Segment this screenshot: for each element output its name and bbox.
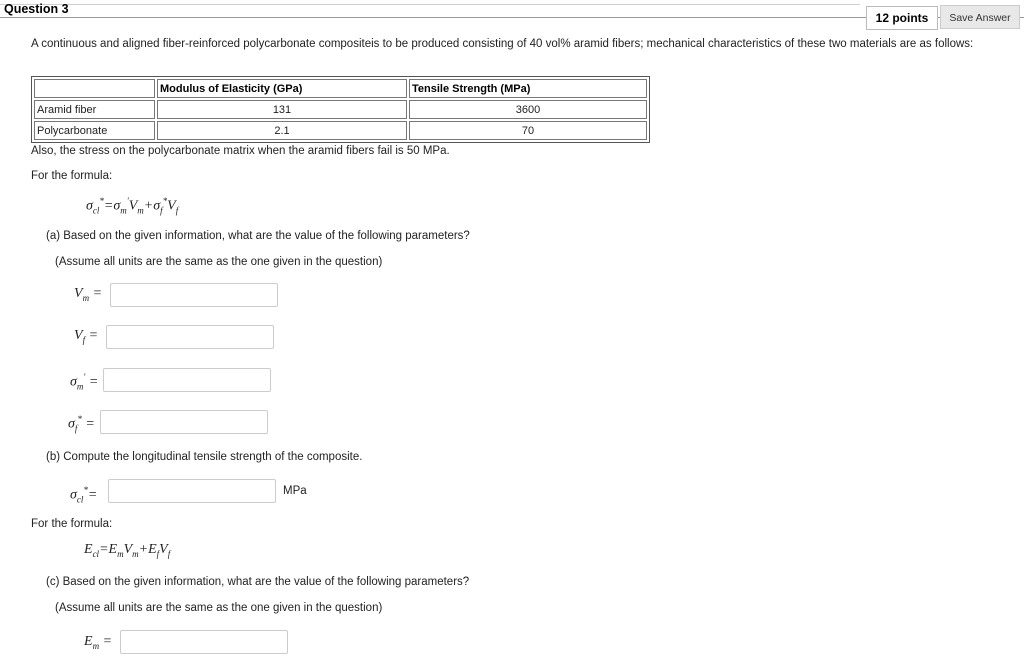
table-header-cell: Tensile Strength (MPa)	[409, 79, 647, 98]
table-header-row	[34, 79, 647, 98]
vf-label: $V_f$ =	[74, 328, 99, 345]
sigma-m-input[interactable]	[103, 368, 271, 392]
question-title: Question 3	[4, 2, 69, 16]
points-badge: 12 points	[866, 6, 938, 30]
table-cell: 131	[157, 100, 407, 119]
question-intro: A continuous and aligned fiber-reinforced polycarbonate compositeis to be produced consisting of 40 vol% aramid fibers; mechanical characteristics of these two materials are as follows:	[31, 38, 974, 50]
table-header-cell	[34, 79, 155, 98]
sigma-m-label: $\sigma_m'$ =	[70, 372, 99, 392]
assume-note-1: (Assume all units are the same as the one given in the question)	[55, 256, 383, 268]
table-cell: 70	[409, 121, 647, 140]
header-top-border	[0, 4, 860, 5]
vm-label: $V_m$ =	[74, 286, 103, 303]
stress-note: Also, the stress on the polycarbonate matrix when the aramid fibers fail is 50 MPa.	[31, 145, 450, 157]
sigma-cl-input[interactable]	[108, 479, 276, 503]
save-answer-button[interactable]: Save Answer	[940, 5, 1020, 29]
em-input[interactable]	[120, 630, 288, 654]
sigma-f-label: $\sigma_f^*$ =	[68, 414, 95, 434]
table-header-cell: Modulus of Elasticity (GPa)	[157, 79, 407, 98]
sigma-cl-label: $\sigma_{cl}^*=$	[70, 485, 98, 505]
rule-of-mixtures-strength-formula: $\sigma_{cl}^*=\sigma_m'V_m+\sigma_f^*V_f$	[86, 196, 179, 216]
table-row	[34, 100, 647, 119]
part-b-prompt: (b) Compute the longitudinal tensile strength of the composite.	[46, 451, 363, 463]
table-cell: 3600	[409, 100, 647, 119]
em-label: $E_m$ =	[84, 634, 113, 651]
table-cell: Aramid fiber	[34, 100, 155, 119]
table-cell: Polycarbonate	[34, 121, 155, 140]
materials-table	[31, 76, 650, 143]
rule-of-mixtures-modulus-formula: $E_{cl}=E_mV_m+E_fV_f$	[84, 542, 171, 559]
vf-input[interactable]	[106, 325, 274, 349]
formula-label-2: For the formula:	[31, 518, 113, 530]
table-row	[34, 121, 647, 140]
vm-input[interactable]	[110, 283, 278, 307]
sigma-f-input[interactable]	[100, 410, 268, 434]
part-c-prompt: (c) Based on the given information, what are the value of the following parameters?	[46, 576, 470, 588]
assume-note-2: (Assume all units are the same as the one given in the question)	[55, 602, 383, 614]
formula-label-1: For the formula:	[31, 170, 113, 182]
table-cell: 2.1	[157, 121, 407, 140]
unit-mpa: MPa	[283, 485, 307, 497]
part-a-prompt: (a) Based on the given information, what are the value of the following parameters?	[46, 230, 470, 242]
